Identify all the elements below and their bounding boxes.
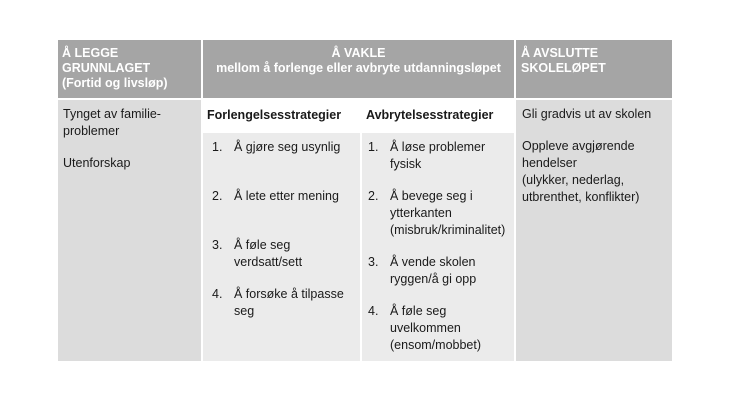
- header-wavering-subtitle: mellom å forlenge eller avbryte utdanningsløpet: [216, 61, 501, 75]
- ending-body: [516, 100, 672, 361]
- header-foundation-title: Å LEGGE GRUNNLAGET: [62, 46, 151, 75]
- list-item: 2. Å lete etter mening: [212, 189, 339, 203]
- abort-strategies-list: [362, 133, 514, 361]
- list-item: 3. Å føle seg verdsatt/sett: [212, 238, 303, 269]
- header-foundation-subtitle: (Fortid og livsløp): [62, 76, 168, 90]
- list-item: 4. Å føle seg uvelkommen (ensom/mobbet): [368, 304, 482, 352]
- strategy-table: [58, 40, 672, 361]
- extend-strategies-list: [203, 133, 360, 361]
- extend-strategies-heading: Forlengelsesstrategier: [203, 100, 360, 133]
- ending-item-gradual: Gli gradvis ut av skolen: [522, 107, 652, 121]
- list-item: 3. Å vende skolen ryggen/å gi opp: [368, 255, 477, 286]
- foundation-body: [58, 100, 201, 361]
- list-item: 2. Å bevege seg i ytterkanten (misbruk/kriminalitet): [368, 189, 506, 237]
- header-wavering-title: Å VAKLE: [331, 46, 386, 60]
- list-item: 1. Å gjøre seg usynlig: [212, 140, 341, 154]
- list-item: 1. Å løse problemer fysisk: [368, 140, 486, 171]
- list-item: 4. Å forsøke å tilpasse seg: [212, 287, 344, 318]
- ending-item-examples: (ulykker, nederlag, utbrenthet, konflikter): [522, 173, 640, 204]
- abort-strategies-heading: Avbrytelsesstrategier: [362, 100, 514, 133]
- header-ending-title: Å AVSLUTTE SKOLELØPET: [521, 46, 606, 75]
- header-cell-foundation: [58, 40, 201, 98]
- header-cell-wavering: [203, 40, 514, 98]
- ending-item-events: Oppleve avgjørende hendelser: [522, 139, 635, 170]
- header-cell-ending: [516, 40, 672, 98]
- foundation-item-exclusion: Utenforskap: [63, 156, 131, 170]
- foundation-item-family: Tynget av familie-problemer: [63, 107, 161, 138]
